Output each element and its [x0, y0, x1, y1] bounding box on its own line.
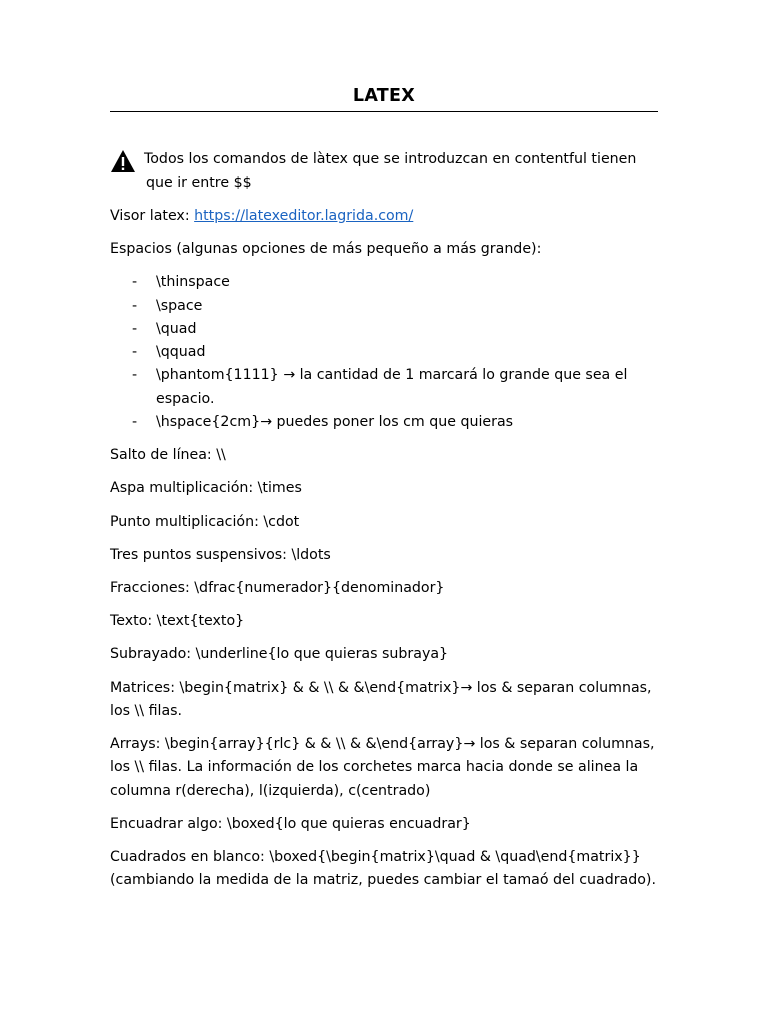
paragraph-times: Aspa multiplicación: \times: [110, 480, 302, 497]
warning-note: [110, 148, 658, 195]
paragraph-text: Texto: \text{texto}: [110, 613, 245, 630]
bullet-dash: -: [132, 367, 138, 384]
visor-link[interactable]: https://latexeditor.lagrida.com/: [194, 207, 414, 224]
paragraph-underline: Subrayado: \underline{lo que quieras subraya}: [110, 646, 449, 663]
spaces-intro: Espacios (algunas opciones de más pequeño a más grande):: [110, 241, 542, 258]
warning-note-line-2: que ir entre $$: [146, 174, 252, 191]
paragraph-blank-squares: Cuadrados en blanco: \boxed{\begin{matrix}\quad & \quad\end{matrix}} (cambiando la medida de la matriz, puedes cambiar el tamaó del cuadrado).: [110, 849, 656, 889]
list-item-text: \space: [156, 297, 203, 314]
list-item-text: \qquad: [156, 344, 206, 361]
paragraph-cdot: Punto multiplicación: \cdot: [110, 513, 300, 530]
bullet-dash: -: [132, 297, 138, 314]
paragraph-boxed: Encuadrar algo: \boxed{lo que quieras encuadrar}: [110, 815, 471, 832]
list-item-text: \hspace{2cm}→ puedes poner los cm que quieras: [156, 414, 514, 431]
list-item: [110, 295, 658, 318]
list-item: [110, 271, 658, 294]
page-title: LATEX: [352, 86, 416, 106]
paragraph-arrays: Arrays: \begin{array}{rlc} & & \\ & &\end{array}→ los & separan columnas, los \\ filas. La información de los corchetes marca hacia donde se alinea la columna r(derecha), l(izquierda), c(centrado): [110, 736, 655, 799]
warning-note-text: [144, 148, 658, 195]
list-item: [110, 364, 658, 411]
warning-icon: [110, 148, 136, 174]
document-page: [110, 85, 658, 902]
list-item-text: \thinspace: [156, 274, 230, 291]
paragraph-line-break: Salto de línea: \\: [110, 447, 226, 464]
visor-label: Visor latex:: [110, 207, 195, 224]
title-block: [110, 85, 658, 112]
bullet-dash: -: [132, 320, 138, 337]
paragraph-ldots: Tres puntos suspensivos: \ldots: [110, 546, 331, 563]
bullet-dash: -: [132, 274, 138, 291]
list-item-text: \quad: [156, 320, 197, 337]
visor-paragraph: [110, 205, 658, 228]
list-item: [110, 318, 658, 341]
paragraph-fractions: Fracciones: \dfrac{numerador}{denominador}: [110, 579, 445, 596]
paragraph-matrices: Matrices: \begin{matrix} & & \\ & &\end{matrix}→ los & separan columnas, los \\ filas.: [110, 679, 652, 719]
list-item-text: \phantom{1111} → la cantidad de 1 marcará lo grande que sea el espacio.: [156, 367, 628, 407]
warning-note-line-1: Todos los comandos de làtex que se introduzcan en contentful tienen: [144, 151, 637, 168]
bullet-dash: -: [132, 344, 138, 361]
list-item: [110, 341, 658, 364]
list-item: [110, 411, 658, 434]
spaces-list: [110, 271, 658, 434]
bullet-dash: -: [132, 414, 138, 431]
